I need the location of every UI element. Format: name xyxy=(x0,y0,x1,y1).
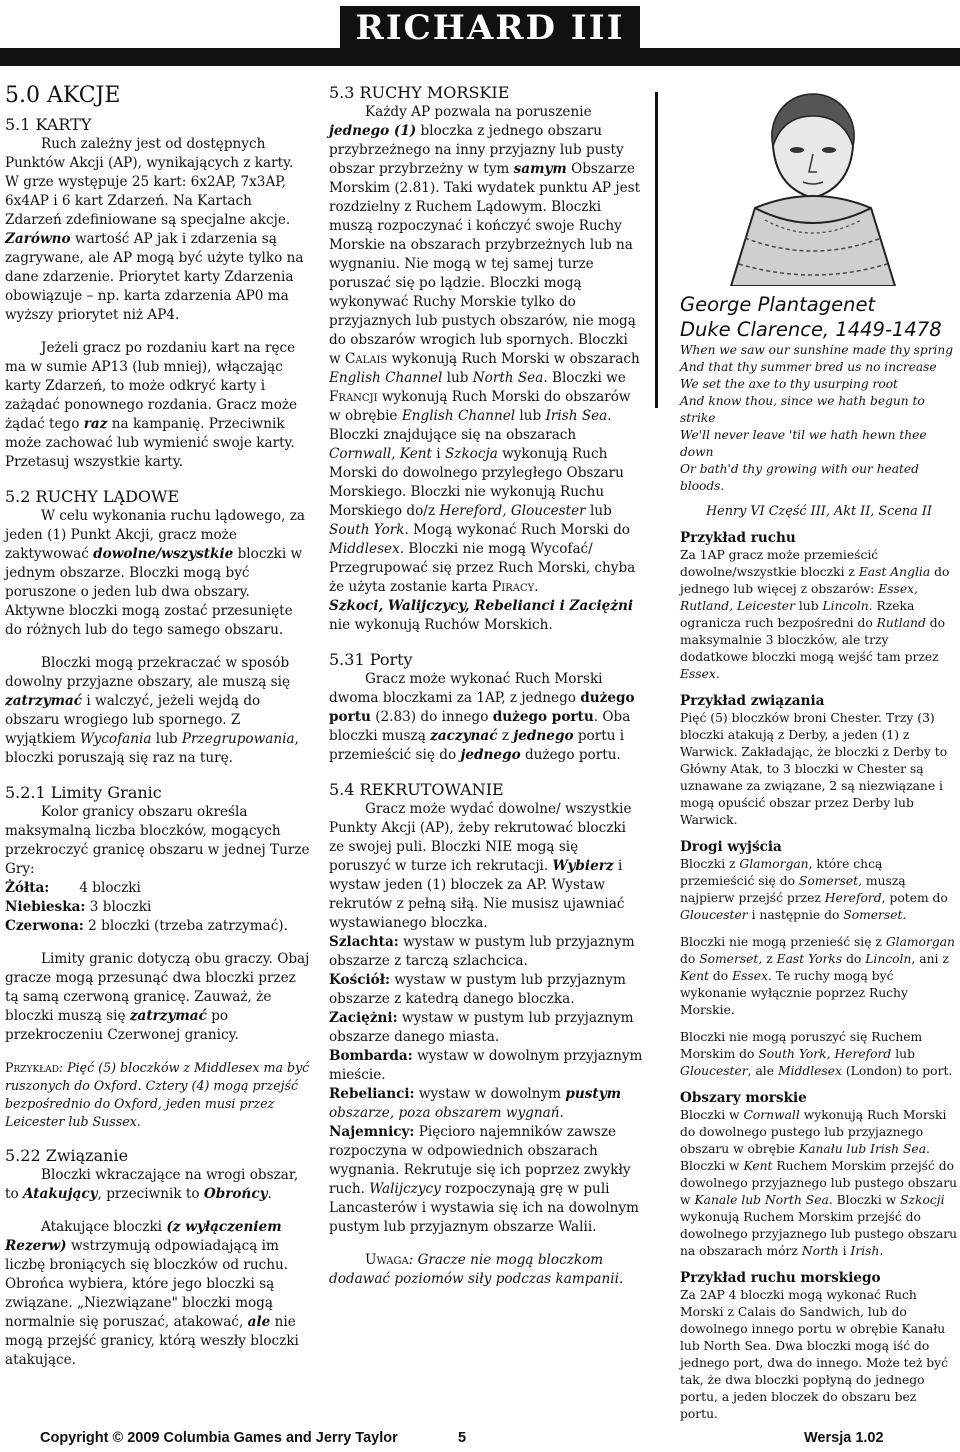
border-example: Przykład: Pięć (5) bloczków z Middlesex ma być ruszonych do Oxford. Cztery (4) mogą przejść bezpośrednio do Oxford, jeden musi przez Leicester lub Sussex. xyxy=(5,1060,310,1129)
heading-engagement: 5.22 Związanie xyxy=(5,1146,129,1165)
recruit-bombard: Bombarda: wystaw w dowolnym przyjaznym mieście. xyxy=(329,1048,643,1083)
border-paragraph-2: Limity granic dotyczą obu graczy. Obaj gracze mogą przesunąć dwa bloczki przez tą samą czerwoną granicę. Zauważ, że bloczki muszą się zatrzymać po przekroczeniu Czerwonej granicy. xyxy=(5,951,310,1043)
engage-paragraph-2: Atakujące bloczki (z wyłączeniem Rezerw) wstrzymują odpowiadającą im liczbę broniących się bloczków od ruchu. Obrońca wybiera, które jego bloczki są związane. „Niezwiązane" bloczki mogą normalnie się poruszać, atakować, ale nie mogą przejść granicy, którą weszły bloczki atakujące. xyxy=(5,1219,299,1368)
sea-areas-text: Bloczki w Cornwall wykonują Ruch Morski do dowolnego pustego lub przyjaznego obszaru w obrębie Kanału lub Irish Sea. Bloczki w Kent Ruchem Morskim przejść do dowolnego przyjaznego lub pustego obszaru w Kanale lub North Sea. Bloczki w Szkocji wykonują Ruchem Morskim przejść do dowolnego przyjaznego lub pustego obszaru na obszarach mórz North i Irish. xyxy=(680,1108,958,1258)
recruit-nobles: Szlachta: wystaw w pustym lub przyjaznym obszarze z tarczą szlachcica. xyxy=(329,934,635,969)
game-title: RICHARD III xyxy=(355,8,625,48)
border-blue: Niebieska: 3 bloczki xyxy=(5,899,152,915)
heading-exits: Drogi wyjścia xyxy=(680,839,782,855)
heading-border-limits: 5.2.1 Limity Granic xyxy=(5,783,162,802)
portrait-image xyxy=(715,88,911,286)
border-red: Czerwona: 2 bloczki (trzeba zatrzymać). xyxy=(5,918,288,934)
quote-line-2: And that thy summer bred us no increase xyxy=(680,360,937,374)
sea-paragraph-1: Każdy AP pozwala na poruszenie jednego (1) bloczka z jednego obszaru przybrzeżnego na inny przyjazny lub pusty obszar przybrzeżny w tym samym Obszarze Morskim (2.81). Taki wydatek punktu AP jest rozdzielny z Ruchem Lądowym. Bloczki muszą rozpoczynać i kończyć swoje Ruchy Morskie na obszarach przybrzeżnych lub na wygnaniu. Nie mogą w tej samej turze poruszać się po lądzie. Bloczki mogą wykonywać Ruchy Morskie tylko do przyjaznych lub pustych obszarów, nie mogą do obszarów wrogich lub spornych. Bloczki w Calais wykonują Ruch Morski w obszarach English Channel lub North Sea. Bloczki we Francji wykonują Ruch Morski do obszarów w obrębie English Channel lub Irish Sea. Bloczki znajdujące się na obszarach Cornwall, Kent i Szkocja wykonują Ruch Morski do dowolnego przyległego Obszaru Morskiego. Bloczki nie wykonują Ruchu Morskiego do/z Hereford, Gloucester lub South York. Mogą wykonać Ruch Morski do Middlesex. Bloczki nie mogą Wycofać/ Przegrupować się przez Ruch Morski, chyba że użyta zostanie karta Piracy. xyxy=(329,104,641,595)
ports-paragraph: Gracz może wykonać Ruch Morski dwoma bloczkami za 1AP, z jednego dużego portu (2.83) do innego dużego portu. Oba bloczki muszą zaczynać z jednego portu i przemieścić się do jednego dużego portu. xyxy=(329,671,635,763)
recruit-mercenaries: Najemnicy: Pięcioro najemników zawsze rozpoczyna w odpowiednich obszarach wygnania. Rekrutuje się ich poprzez zwykły ruch. Walijczycy rozpoczynają grę w puli Lancasterów i wystawia się ich na dowolnym pustym lub przyjaznym obszarze Walii. xyxy=(329,1124,639,1235)
quote-line-1: When we saw our sunshine made thy spring xyxy=(680,343,954,357)
cards-paragraph-2: Jeżeli gracz po rozdaniu kart na ręce ma w sumie AP13 (lub mniej), włączając karty Zdarzeń, to może odkryć karty i zażądać ponownego rozdania. Gracz może żądać tego raz na kampanię. Przeciwnik może zachować lub wymienić swoje karty. Przetasuj wszystkie karty. xyxy=(5,340,298,470)
header-banner xyxy=(0,0,960,70)
exits-paragraph-2: Bloczki nie mogą przenieść się z Glamorgan do Somerset, z East Yorks do Lincoln, ani z Kent do Essex. Te ruchy mogą być wykonanie wyłącznie poprzez Ruchy Morskie. xyxy=(680,935,955,1017)
column-right xyxy=(680,292,958,1423)
section-heading-actions: 5.0 AKCJE xyxy=(5,83,121,108)
quote-source: Henry VI Część III, Akt II, Scena II xyxy=(706,504,932,519)
heading-ports: 5.31 Porty xyxy=(329,650,413,669)
quote-line-3: We set the axe to thy usurping root xyxy=(680,377,898,391)
border-yellow: Żółta: 4 bloczki xyxy=(5,880,141,896)
border-paragraph-1: Kolor granicy obszaru określa maksymalną liczba bloczków, mogących przekroczyć granicę obszaru w jednej Turze Gry: xyxy=(5,804,310,877)
land-paragraph-2: Bloczki mogą przekraczać w sposób dowolny przyjazne obszary, ale muszą się zatrzymać i walczyć, jeżeli wejdą do obszaru wrogiego lub spornego. Z wyjątkiem Wycofania lub Przegrupowania, bloczki poruszają się raz na turę. xyxy=(5,655,299,766)
recruit-paragraph: Gracz może wydać dowolne/ wszystkie Punkty Akcji (AP), żeby rekrutować bloczki ze swojej puli. Bloczki NIE mogą się poruszyć w turze ich rekrutacji. Wybierz i wystaw jeden (1) bloczek za AP. Wystaw rekrutów z pełną siłą. Nie musisz ujawniać wystawianego bloczka. xyxy=(329,801,632,931)
heading-recruitment: 5.4 REKRUTOWANIE xyxy=(329,780,504,799)
column-middle xyxy=(329,82,643,1289)
page-footer xyxy=(40,1430,940,1448)
engage-paragraph-1: Bloczki wkraczające na wrogi obszar, to Atakujący, przeciwnik to Obrońcy. xyxy=(5,1167,299,1202)
quote-line-5: We'll never leave 'til we hath hewn thee down xyxy=(680,428,927,459)
heading-example-sea-move: Przykład ruchu morskiego xyxy=(680,1270,881,1286)
quote-line-6: Or bath'd thy growing with our heated bloods. xyxy=(680,462,919,493)
portrait-caption-name: George Plantagenet xyxy=(680,293,876,316)
footer-version: Wersja 1.02 xyxy=(804,1430,884,1446)
exits-paragraph-3: Bloczki nie mogą poruszyć się Ruchem Morskim do South York, Hereford lub Gloucester, ale Middlesex (London) to port. xyxy=(680,1030,953,1078)
heading-sea-moves: 5.3 RUCHY MORSKIE xyxy=(329,83,510,102)
example-sea-move-text: Za 2AP 4 bloczki mogą wykonać Ruch Morski z Calais do Sandwich, lub do dowolnego innego portu w obrębie Kanału lub North Sea. Dwa bloczki mogą iść do jednego port, dwa do innego. Może też być tak, że dwa bloczki popłyną do jednego portu, a jeden bloczek do obszaru bez portu. xyxy=(680,1288,948,1421)
footer-page-number: 5 xyxy=(458,1430,467,1446)
cards-paragraph-1: Ruch zależny jest od dostępnych Punktów Akcji (AP), wynikających z karty. W grze występuje 25 kart: 6x2AP, 7x3AP, 6x4AP i 6 kart Zdarzeń. Na Kartach Zdarzeń zdefiniowane są specjalne akcje. Zarówno wartość AP jak i zdarzenia są zagrywane, ale AP mogą być użyte tylko na dane zdarzenie. Priorytet karty Zdarzenia obowiązuje – np. karta zdarzenia AP0 ma wyższy priorytet niż AP4. xyxy=(5,136,304,323)
exits-paragraph-1: Bloczki z Glamorgan, które chcą przemieścić się do Somerset, muszą najpierw przejść przez Hereford, potem do Gloucester i następnie do Somerset. xyxy=(680,857,948,922)
portrait-caption-title: Duke Clarence, 1449-1478 xyxy=(680,318,942,341)
recruit-church: Kościół: wystaw w pustym lub przyjaznym obszarze z katedrą danego bloczka. xyxy=(329,972,626,1007)
recruit-mercs: Zaciężni: wystaw w pustym lub przyjaznym obszarze danego miasta. xyxy=(329,1010,634,1045)
example-move-text: Za 1AP gracz może przemieścić dowolne/wszystkie bloczki z East Anglia do jednego lub więcej z obszarów: Essex, Rutland, Leicester lub Lincoln. Rzeka ogranicza ruch bezpośredni do Rutland do maksymalnie 3 bloczków, ale trzy dodatkowe bloczki mogą wejść tam przez Essex. xyxy=(680,548,950,681)
sea-paragraph-2: Szkoci, Walijczycy, Rebelianci i Zaciężni nie wykonują Ruchów Morskich. xyxy=(329,598,634,633)
heading-cards: 5.1 KARTY xyxy=(5,115,92,134)
quote-line-4: And know thou, since we hath begun to strike xyxy=(680,394,925,425)
heading-example-engage: Przykład związania xyxy=(680,693,825,709)
heading-example-move: Przykład ruchu xyxy=(680,530,796,546)
heading-land-moves: 5.2 RUCHY LĄDOWE xyxy=(5,487,180,506)
heading-sea-areas: Obszary morskie xyxy=(680,1090,807,1106)
recruit-note: Uwaga: Gracze nie mogą bloczkom dodawać poziomów siły podczas kampanii. xyxy=(329,1252,624,1287)
land-paragraph-1: W celu wykonania ruchu lądowego, za jeden (1) Punkt Akcji, gracz może zaktywować dowolne/wszystkie bloczki w jednym obszarze. Bloczki mogą być poruszone o jeden lub dwa obszary. Aktywne bloczki mogą zostać przesunięte do różnych lub do tego samego obszaru. xyxy=(5,508,306,638)
column-left xyxy=(5,82,311,1370)
recruit-rebels: Rebelianci: wystaw w dowolnym pustym obszarze, poza obszarem wygnań. xyxy=(329,1086,621,1121)
vertical-rule xyxy=(655,92,658,408)
footer-copyright: Copyright © 2009 Columbia Games and Jerry Taylor xyxy=(40,1430,398,1446)
example-engage-text: Pięć (5) bloczków broni Chester. Trzy (3) bloczki atakują z Derby, a jeden (1) z Warwick. Zakładając, że bloczki z Derby to Główny Atak, to 3 bloczki w Chester są uznawane za związane, 2 są niezwiązane i mogą opuścić obszar przez Derby lub Warwick. xyxy=(680,711,948,827)
